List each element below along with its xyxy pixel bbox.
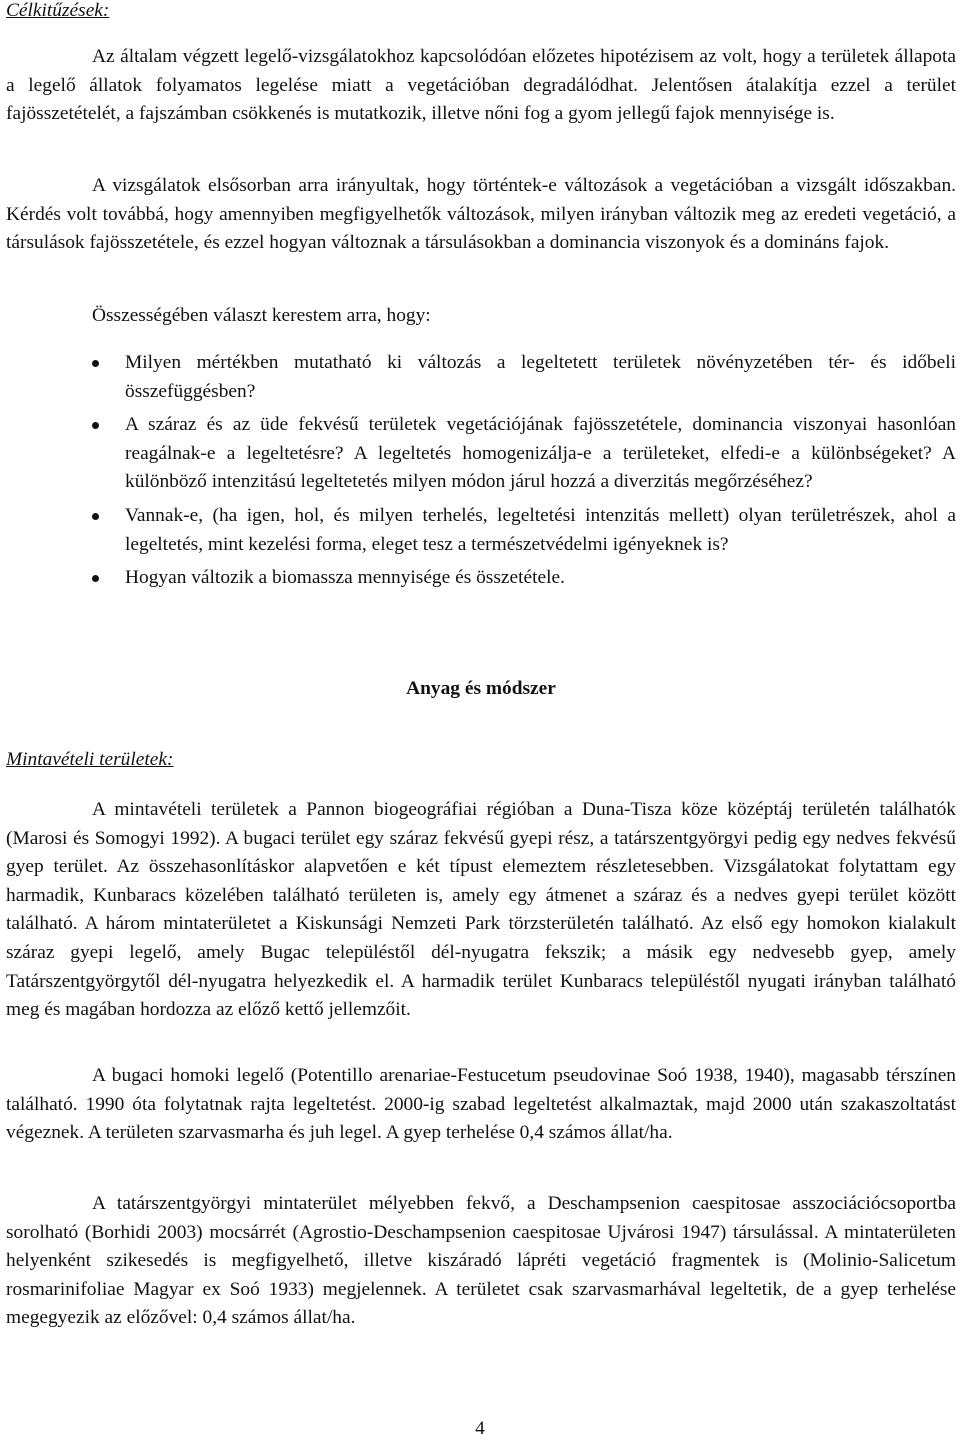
bullet-icon bbox=[92, 360, 99, 367]
paragraph-tatarszentgyorgy-area: A tatárszentgyörgyi mintaterület mélyebben fekvő, a Deschampsenion caespitosae asszociációcsoportba sorolható (Borhidi 2003) mocsárrét (Agrostio-Deschampsenion caespitosae Ujvárosi 1947) társulással. A mintaterületen helyenként szikesedés is megfigyelhető, illetve kiszáradó lápréti vegetáció fragmentek is (Molinio-Salicetum rosmarinifoliae Magyar ex Soó 1933) megjelennek. A területet csak szarvasmarhával legeltetik, de a gyep terhelése megegyezik az előzővel: 0,4 számos állat/ha. bbox=[6, 1193, 956, 1329]
paragraph-questions-intro: Összességében választ kerestem arra, hogy: bbox=[92, 305, 431, 326]
paragraph-research-aims: A vizsgálatok elsősorban arra irányultak, hogy történtek-e változások a vegetációban a vizsgált időszakban. Kérdés volt továbbá, hogy amennyiben megfigyelhetők változások, milyen irányban változik meg az eredeti vegetáció, a társulások fajösszetétele, és ezzel hogyan változnak a társulásokban a dominancia viszonyok és a domináns fajok. bbox=[6, 175, 956, 254]
subheading-mintaveteli-teruletek: Mintavételi területek: bbox=[6, 749, 174, 770]
section-heading-celkituzesek: Célkitűzések: bbox=[6, 0, 110, 21]
questions-list bbox=[6, 349, 956, 593]
paragraph-hypothesis: Az általam végzett legelő-vizsgálatokhoz kapcsolódóan előzetes hipotézisem az volt, hogy a területek állapota a legelő állatok folyamatos legelése miatt a vegetációban degradálódhat. Jelentősen átalakítja ezzel a terület fajösszetételét, a fajszámban csökkenés is mutatkozik, illetve nőni fog a gyom jellegű fajok mennyisége is. bbox=[6, 46, 956, 125]
bullet-icon bbox=[92, 513, 99, 520]
list-item-text: Vannak-e, (ha igen, hol, és milyen terhelés, legeltetési intenzitás mellett) olyan területrészek, ahol a legeltetés, mint kezelési forma, eleget tesz a természetvédelmi igényeknek is? bbox=[125, 504, 956, 555]
bullet-icon bbox=[92, 575, 99, 582]
list-item bbox=[6, 564, 956, 593]
list-item bbox=[6, 349, 956, 406]
paragraph-bugac-pasture: A bugaci homoki legelő (Potentillo arenariae-Festucetum pseudovinae Soó 1938, 1940), magasabb térszínen található. 1990 óta folytatnak rajta legeltetést. 2000-ig szabad legeltetést alkalmaztak, majd 2000 után szakaszoltatást végeznek. A területen szarvasmarha és juh legel. A gyep terhelése 0,4 számos állat/ha. bbox=[6, 1065, 956, 1144]
section-title-anyag-es-modszer: Anyag és módszer bbox=[406, 678, 556, 699]
bullet-icon bbox=[92, 422, 99, 429]
paragraph-sampling-areas: A mintavételi területek a Pannon biogeográfiai régióban a Duna-Tisza köze középtáj területén találhatók (Marosi és Somogyi 1992). A bugaci terület egy száraz fekvésű gyepi rész, a tatárszentgyörgyi pedig egy nedves fekvésű gyep terület. Az összehasonlításkor alapvetően e két típust elemeztem részletesebben. Vizsgálatokat folytattam egy harmadik, Kunbaracs közelében található területen is, amely egy átmenet a száraz és a nedves gyepi terület között található. A három mintaterületet a Kiskunsági Nemzeti Park törzsterületén található. Az első egy homokon kialakult száraz gyepi legelő, amely Bugac településtől dél-nyugatra fekszik; a másik egy nedvesebb gyep, amely Tatárszentgyörgytől dél-nyugatra helyezkedik el. A harmadik terület Kunbaracs településtől nyugati irányban található meg és magában hordozza az előző kettő jellemzőit. bbox=[6, 799, 956, 1021]
list-item bbox=[6, 502, 956, 559]
list-item-text: Milyen mértékben mutatható ki változás a legeltetett területek növényzetében tér- és időbeli összefüggésben? bbox=[125, 352, 956, 402]
page-number: 4 bbox=[475, 1418, 485, 1439]
list-item-text: Hogyan változik a biomassza mennyisége és összetétele. bbox=[125, 567, 565, 589]
list-item-text: A száraz és az üde fekvésű területek vegetációjának fajösszetétele, dominancia viszonyai hasonlóan reagálnak-e a legeltetésre? A legeltetés homogenizálja-e a területeket, elfedi-e a különbségeket? A különböző intenzitású legeltetetés milyen módon járul hozzá a diverzitás megőrzéséhez? bbox=[125, 414, 956, 493]
list-item bbox=[6, 411, 956, 497]
